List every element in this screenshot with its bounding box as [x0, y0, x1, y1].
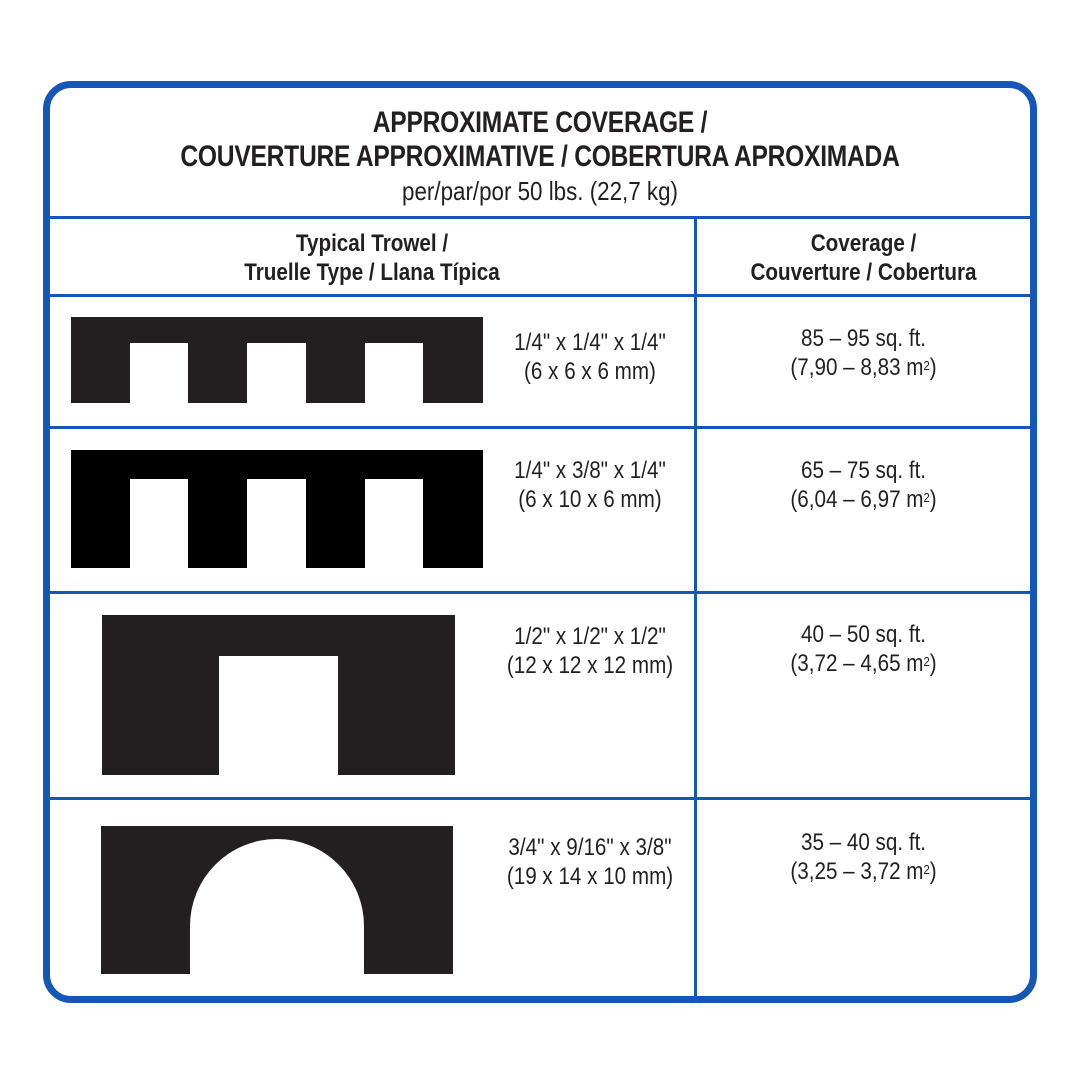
- title-line-2: COUVERTURE APPROXIMATIVE / COBERTURA APROXIMADA: [180, 140, 900, 173]
- table-title: [50, 88, 1030, 218]
- square-notch-trowel-icon: [102, 615, 455, 775]
- round-notch-trowel-icon: [101, 826, 453, 974]
- divider: [50, 591, 1030, 594]
- coverage-sqft: 85 – 95 sq. ft.: [800, 325, 927, 352]
- coverage-m2: (6,04 – 6,97 $m^2$): [790, 486, 937, 513]
- coverage-table: [43, 81, 1037, 1003]
- size-inches: 1/2" x 1/2" x 1/2": [514, 623, 666, 650]
- trowel-size: [504, 328, 676, 386]
- trowel-size: [504, 833, 676, 891]
- header-text: Typical Trowel /: [295, 230, 449, 257]
- divider: [50, 216, 1030, 219]
- coverage-sqft: 35 – 40 sq. ft.: [800, 829, 927, 856]
- size-mm: (6 x 6 x 6 mm): [524, 358, 656, 385]
- column-divider: [694, 218, 697, 1003]
- coverage-value: [720, 456, 1006, 514]
- trowel-size: [504, 456, 676, 514]
- square-notch-trowel-icon: [71, 450, 483, 568]
- trowel-size: [504, 622, 676, 680]
- trowel-column-header: [95, 229, 649, 287]
- size-inches: 3/4" x 9/16" x 3/8": [508, 834, 672, 861]
- header-text: Coverage /: [810, 230, 917, 257]
- divider: [50, 797, 1030, 800]
- divider: [50, 294, 1030, 297]
- header-text: Couverture / Cobertura: [750, 259, 977, 286]
- coverage-m2: (3,72 – 4,65 $m^2$): [790, 650, 937, 677]
- square-notch-trowel-icon: [71, 317, 483, 403]
- title-subtitle: per/par/por 50 lbs. (22,7 kg): [402, 176, 678, 206]
- size-mm: (6 x 10 x 6 mm): [518, 486, 662, 513]
- size-mm: (19 x 14 x 10 mm): [506, 863, 674, 890]
- size-inches: 1/4" x 3/8" x 1/4": [514, 457, 666, 484]
- coverage-sqft: 40 – 50 sq. ft.: [800, 621, 927, 648]
- header-text: Truelle Type / Llana Típica: [244, 259, 500, 286]
- coverage-value: [720, 828, 1006, 886]
- size-inches: 1/4" x 1/4" x 1/4": [514, 329, 666, 356]
- coverage-column-header: [720, 229, 1006, 287]
- title-line-1: APPROXIMATE COVERAGE /: [372, 106, 708, 139]
- size-mm: (12 x 12 x 12 mm): [506, 652, 674, 679]
- coverage-value: [720, 620, 1006, 678]
- coverage-sqft: 65 – 75 sq. ft.: [800, 457, 927, 484]
- divider: [50, 426, 1030, 429]
- coverage-m2: (7,90 – 8,83 $m^2$): [790, 354, 937, 381]
- coverage-value: [720, 324, 1006, 382]
- coverage-m2: (3,25 – 3,72 $m^2$): [790, 858, 937, 885]
